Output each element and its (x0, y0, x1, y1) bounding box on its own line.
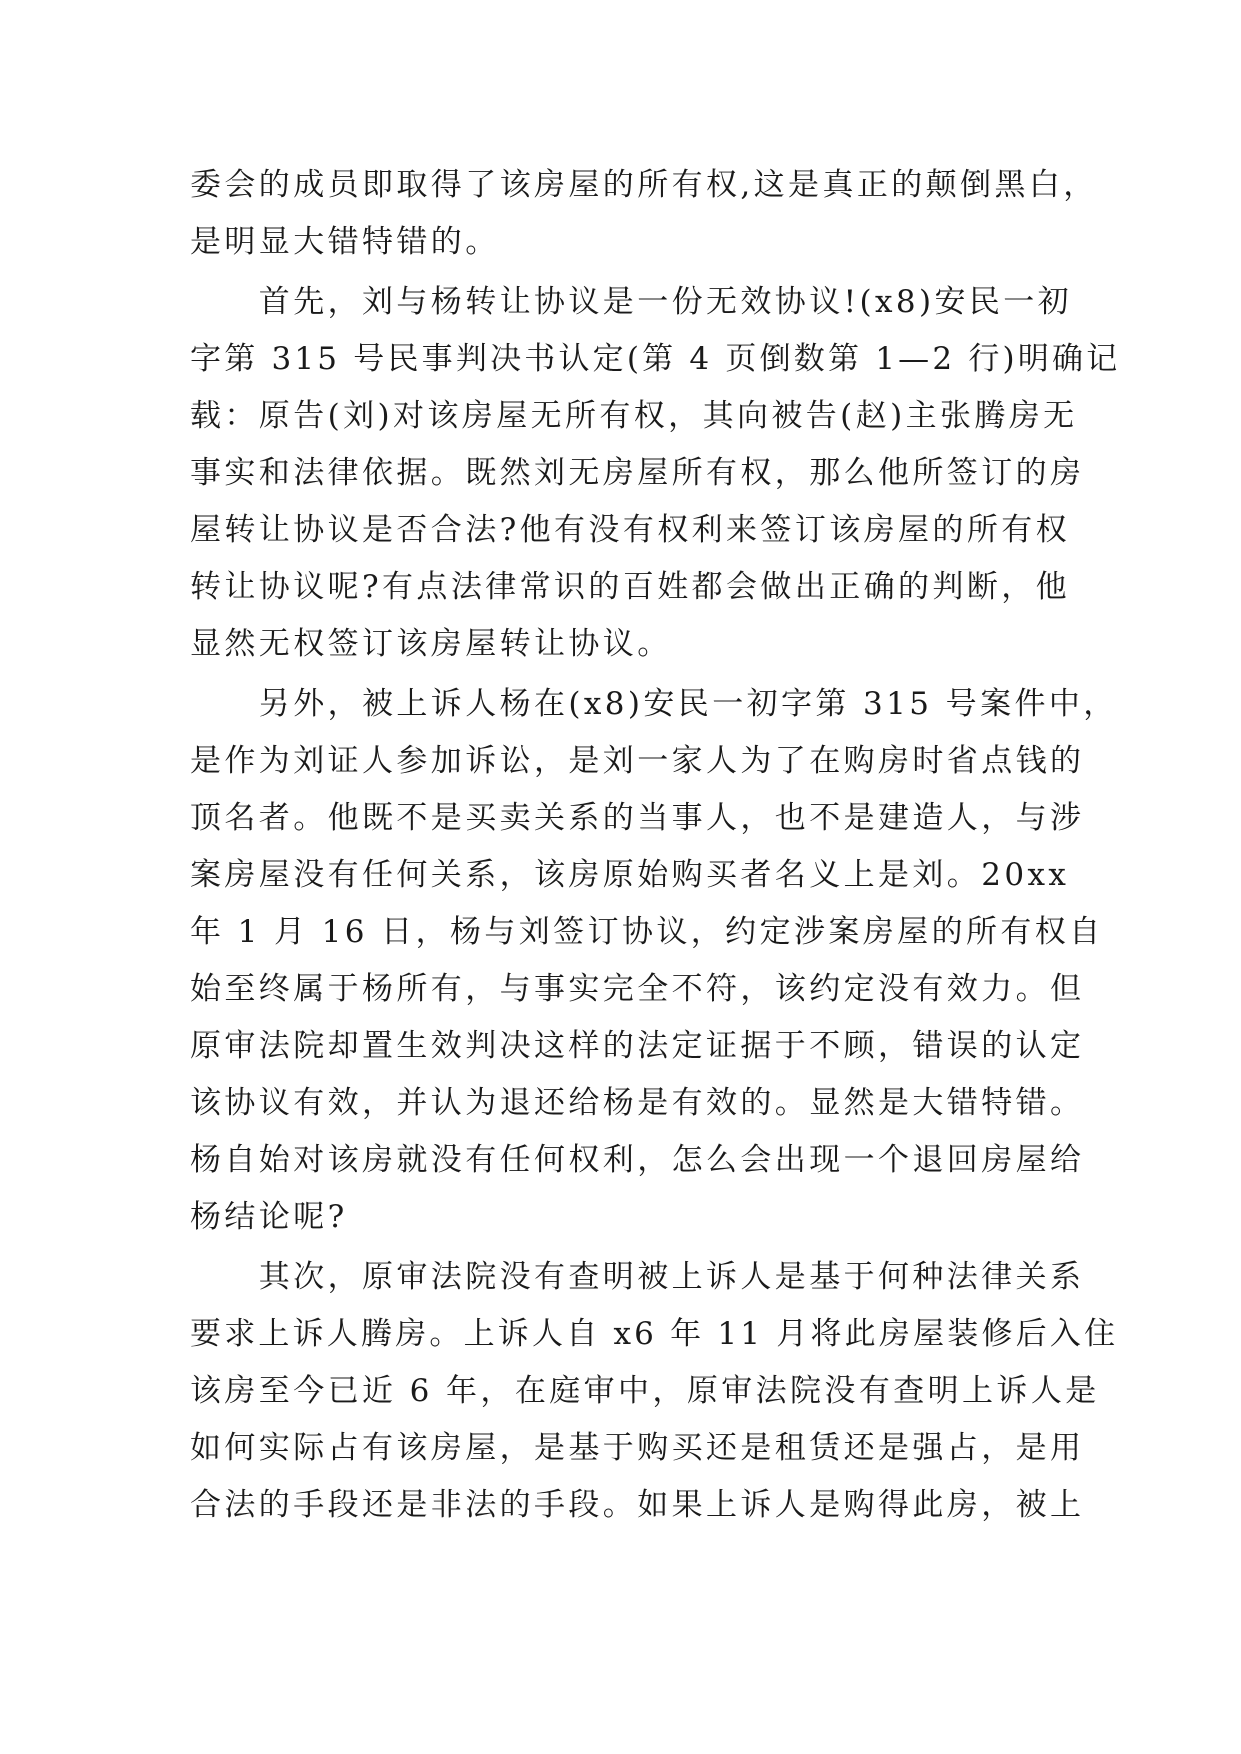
text-line: 委会的成员即取得了该房屋的所有权,这是真正的颠倒黑白， (190, 167, 1098, 203)
text-line: 事实和法律依据。既然刘无房屋所有权，那么他所签订的房 (190, 455, 1085, 491)
text-line: 杨结论呢? (190, 1199, 348, 1235)
text-line: 年 1 月 16 日，杨与刘签订协议，约定涉案房屋的所有权自 (190, 914, 1104, 950)
text-line: 始至终属于杨所有，与事实完全不符，该约定没有效力。但 (190, 971, 1085, 1007)
text-line: 其次，原审法院没有查明被上诉人是基于何种法律关系 (190, 1259, 1085, 1295)
text-line: 另外，被上诉人杨在(x8)安民一初字第 315 号案件中， (190, 686, 1118, 722)
text-line: 如何实际占有该房屋，是基于购买还是租赁还是强占，是用 (190, 1430, 1085, 1466)
text-line: 转让协议呢?有点法律常识的百姓都会做出正确的判断，他 (190, 569, 1071, 605)
text-line: 屋转让协议是否合法?他有没有权利来签订该房屋的所有权 (190, 512, 1071, 548)
text-line: 首先，刘与杨转让协议是一份无效协议!(x8)安民一初 (190, 284, 1073, 320)
text-line: 是作为刘证人参加诉讼，是刘一家人为了在购房时省点钱的 (190, 743, 1085, 779)
text-line: 该协议有效，并认为退还给杨是有效的。显然是大错特错。 (190, 1085, 1085, 1121)
text-line: 顶名者。他既不是买卖关系的当事人，也不是建造人，与涉 (190, 800, 1085, 836)
text-line: 要求上诉人腾房。上诉人自 x6 年 11 月将此房屋装修后入住 (190, 1316, 1119, 1352)
text-line: 合法的手段还是非法的手段。如果上诉人是购得此房，被上 (190, 1487, 1085, 1523)
text-line: 是明显大错特错的。 (190, 224, 500, 260)
text-line: 字第 315 号民事判决书认定(第 4 页倒数第 1—2 行)明确记 (190, 341, 1121, 377)
text-line: 该房至今已近 6 年，在庭审中，原审法院没有查明上诉人是 (190, 1373, 1100, 1409)
text-line: 载：原告(刘)对该房屋无所有权，其向被告(赵)主张腾房无 (190, 398, 1078, 434)
text-line: 显然无权签订该房屋转让协议。 (190, 626, 672, 662)
text-line: 杨自始对该房就没有任何权利，怎么会出现一个退回房屋给 (190, 1142, 1085, 1178)
text-line: 案房屋没有任何关系，该房原始购买者名义上是刘。20xx (190, 857, 1070, 893)
text-line: 原审法院却置生效判决这样的法定证据于不顾，错误的认定 (190, 1028, 1085, 1064)
